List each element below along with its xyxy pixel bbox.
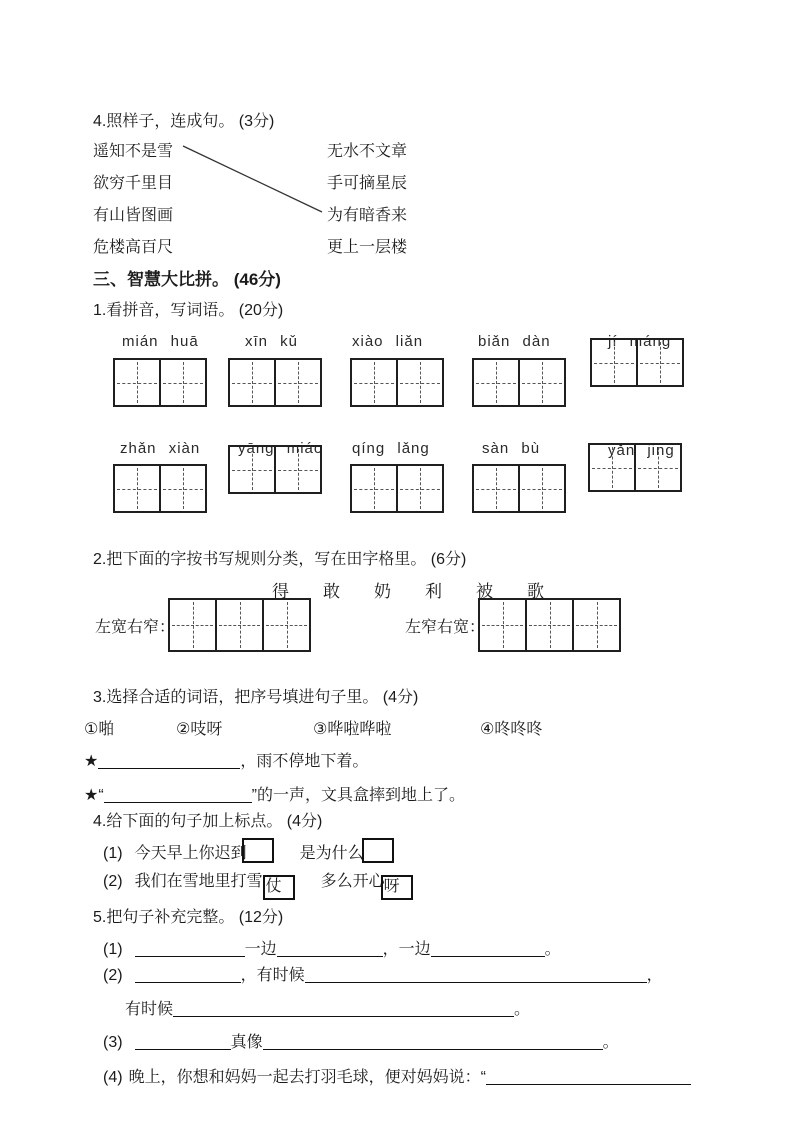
q5-line-1-text2: ，一边: [382, 941, 431, 958]
writing-grid[interactable]: [588, 443, 682, 492]
q5-line-2-text: ，有时候: [240, 967, 305, 984]
pinyin-label: sàn bù: [482, 440, 541, 457]
punctuation-box[interactable]: [381, 875, 413, 900]
pinyin-label: qíng lǎng: [352, 440, 430, 457]
character: 得: [272, 582, 289, 601]
q3-sentence-2: [84, 782, 465, 805]
match-left-item[interactable]: 危楼高百尺: [93, 239, 174, 256]
q2-label-left-wide: 左宽右窄：: [95, 619, 176, 636]
answer-blank[interactable]: [173, 1000, 514, 1017]
q1-title: 1.看拼音，写词语。 (20分): [93, 302, 284, 319]
match-right-item[interactable]: 手可摘星辰: [327, 175, 408, 192]
match-connector-line: [180, 142, 328, 218]
q5-line-3-text: 真像: [230, 1034, 263, 1051]
q4-line-2b-text: 多么开心: [320, 873, 385, 890]
item-number: (3): [103, 1034, 123, 1051]
character: 歌: [527, 582, 544, 601]
q5-line-2: [103, 962, 663, 985]
pinyin-label: mián huā: [122, 333, 199, 350]
answer-blank[interactable]: [104, 786, 252, 803]
match-right-item[interactable]: 为有暗香来: [327, 207, 408, 224]
answer-blank[interactable]: [431, 940, 545, 957]
q5-line-2b: [125, 996, 530, 1019]
pinyin-label: xīn kǔ: [245, 333, 299, 350]
writing-grid[interactable]: [228, 445, 322, 494]
q3-sentence-2-text: ”的一声，文具盒摔到地上了。: [251, 787, 466, 804]
item-number: (1): [103, 941, 123, 958]
q3-option[interactable]: ①啪: [84, 721, 115, 738]
q2-title: 2.把下面的字按书写规则分类，写在田字格里。 (6分): [93, 551, 467, 568]
star-bullet: ★“: [84, 787, 104, 804]
q5-line-1: [103, 936, 561, 959]
pinyin-label: xiào liǎn: [352, 333, 424, 350]
section-title: 三、智慧大比拼。 (46分): [93, 270, 281, 289]
match-left-item[interactable]: 遥知不是雪: [93, 143, 174, 160]
writing-grid[interactable]: [472, 464, 566, 513]
writing-grid[interactable]: [228, 358, 322, 407]
answer-blank[interactable]: [135, 1033, 231, 1050]
comma: ，: [646, 967, 663, 984]
match-right-item[interactable]: 更上一层楼: [327, 239, 408, 256]
q5-title: 5.把句子补充完整。 (12分): [93, 909, 284, 926]
writing-grid[interactable]: [472, 358, 566, 407]
q5-line-1-text: 一边: [244, 941, 277, 958]
answer-blank[interactable]: [135, 966, 241, 983]
pinyin-label: jí máng: [608, 333, 672, 350]
character: 奶: [374, 582, 391, 601]
punctuation-box[interactable]: [362, 838, 394, 863]
match-question-title: 4.照样子，连成句。 (3分): [93, 113, 275, 130]
answer-blank[interactable]: [486, 1068, 691, 1085]
q5-line-2b-text: 有时候: [125, 1001, 174, 1018]
pinyin-label: yǎn jing: [608, 442, 675, 459]
item-number: (2): [103, 873, 123, 890]
writing-grid[interactable]: [478, 598, 621, 652]
writing-grid[interactable]: [350, 358, 444, 407]
period: 。: [602, 1034, 619, 1051]
punctuation-box[interactable]: [242, 838, 274, 863]
writing-grid[interactable]: [113, 464, 207, 513]
q4-line-1a-text: 今天早上你迟到: [134, 845, 247, 862]
q2-label-right-wide: 左窄右宽：: [405, 619, 486, 636]
answer-blank[interactable]: [277, 940, 383, 957]
pinyin-label: yāng miáo: [238, 440, 324, 457]
q3-title: 3.选择合适的词语，把序号填进句子里。 (4分): [93, 689, 419, 706]
writing-grid[interactable]: [590, 338, 684, 387]
answer-blank[interactable]: [135, 940, 245, 957]
q5-line-4: [103, 1064, 691, 1087]
match-left-item[interactable]: 有山皆图画: [93, 207, 174, 224]
period: 。: [544, 941, 561, 958]
q5-line-3: [103, 1029, 619, 1052]
boxed-character: 仗: [265, 878, 282, 895]
period: 。: [514, 1001, 531, 1018]
q4-title: 4.给下面的句子加上标点。 (4分): [93, 813, 323, 830]
punctuation-box[interactable]: [263, 875, 295, 900]
character: 被: [476, 582, 493, 601]
writing-grid[interactable]: [168, 598, 311, 652]
q3-sentence-1: [84, 748, 368, 771]
boxed-character: 呀: [383, 878, 400, 895]
q3-option[interactable]: ④咚咚咚: [480, 721, 543, 738]
answer-blank[interactable]: [263, 1033, 603, 1050]
character: 敢: [323, 582, 340, 601]
q4-line-2: [103, 868, 413, 900]
q3-option[interactable]: ③哗啦哗啦: [313, 721, 392, 738]
answer-blank[interactable]: [305, 966, 647, 983]
item-number: (4): [103, 1069, 123, 1086]
pinyin-label: biǎn dàn: [478, 333, 551, 350]
q4-line-2a-text: 我们在雪地里打雪: [134, 873, 263, 890]
item-number: (1): [103, 845, 123, 862]
writing-grid[interactable]: [113, 358, 207, 407]
star-bullet: ★: [84, 753, 99, 770]
character: 利: [425, 582, 442, 601]
q5-line-4-text: 晚上，你想和妈妈一起去打羽毛球，便对妈妈说：“: [128, 1069, 486, 1086]
pinyin-label: zhǎn xiàn: [120, 440, 201, 457]
q4-line-1b-text: 是为什么: [299, 845, 364, 862]
q3-option[interactable]: ②吱呀: [176, 721, 223, 738]
writing-grid[interactable]: [350, 464, 444, 513]
q3-sentence-1-text: ，雨不停地下着。: [240, 753, 369, 770]
answer-blank[interactable]: [98, 752, 240, 769]
item-number: (2): [103, 967, 123, 984]
match-right-item[interactable]: 无水不文章: [327, 143, 408, 160]
match-left-item[interactable]: 欲穷千里目: [93, 175, 174, 192]
q4-line-1: [103, 838, 394, 863]
